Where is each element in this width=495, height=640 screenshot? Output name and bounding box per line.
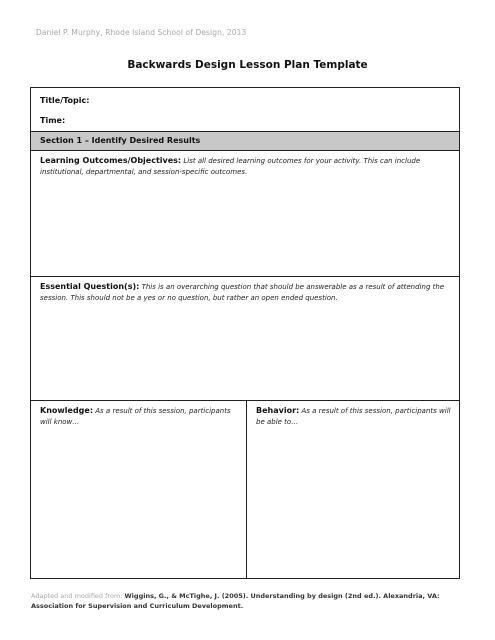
title-time-row xyxy=(31,88,459,132)
knowledge-behavior-row xyxy=(31,401,459,578)
essential-questions-hint: This is an overarching question that should be answerable as a result of attending the session. This should not be a yes or no question, but rather an open ended question. xyxy=(40,283,445,302)
citation-reference: Wiggins, G., & McTighe, J. (2005). Understanding by design (2nd ed.). Alexandria, VA: Association for Supervision and Curriculum Development. xyxy=(31,592,440,610)
learning-outcomes-label: Learning Outcomes/Objectives: xyxy=(40,156,182,165)
lesson-plan-form xyxy=(30,87,460,579)
learning-outcomes-text xyxy=(40,156,451,177)
time-label: Time: xyxy=(40,116,66,125)
citation-footer xyxy=(31,591,461,611)
knowledge-text xyxy=(40,406,238,427)
behavior-label: Behavior: xyxy=(256,406,300,415)
citation-prefix: Adapted and modified from: xyxy=(31,592,125,600)
behavior-cell xyxy=(247,401,459,578)
behavior-text xyxy=(256,406,451,427)
essential-questions-cell xyxy=(31,277,459,401)
document-title: Backwards Design Lesson Plan Template xyxy=(127,59,368,71)
essential-questions-label: Essential Question(s): xyxy=(40,282,140,291)
learning-outcomes-hint: List all desired learning outcomes for your activity. This can include institutional, departmental, and session-specific outcomes. xyxy=(40,157,421,176)
section-1-header xyxy=(31,132,459,151)
knowledge-cell xyxy=(31,401,247,578)
knowledge-label: Knowledge: xyxy=(40,406,94,415)
knowledge-hint: As a result of this session, participants will know… xyxy=(40,407,231,426)
author-credit: Daniel P. Murphy, Rhode Island School of Design, 2013 xyxy=(36,28,247,37)
learning-outcomes-cell xyxy=(31,151,459,277)
title-topic-label: Title/Topic: xyxy=(40,96,90,105)
section-1-label: Section 1 – Identify Desired Results xyxy=(40,136,201,145)
behavior-hint: As a result of this session, participants will be able to… xyxy=(256,407,451,426)
essential-questions-text xyxy=(40,282,451,303)
